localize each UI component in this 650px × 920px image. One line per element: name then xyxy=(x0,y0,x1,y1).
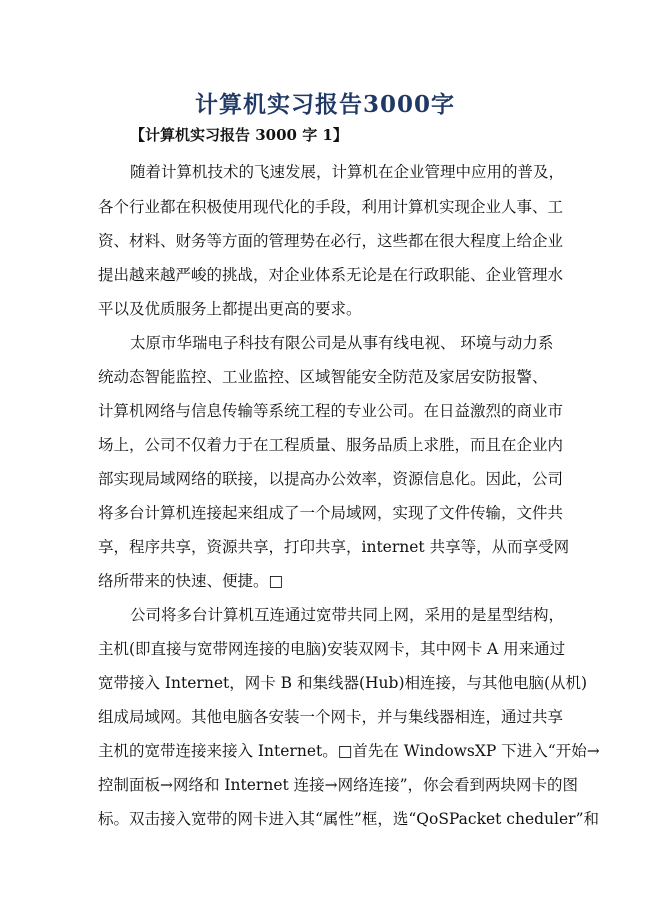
paragraph-line: 享，程序共享，资源共享，打印共享，internet 共享等，从而享受网 xyxy=(98,538,570,556)
paragraph-line: 提出越来越严峻的挑战，对企业体系无论是在行政职能、企业管理水 xyxy=(98,266,564,284)
paragraph-line: 标。双击接入宽带的网卡进入其“属性”框，选“QoSPacket cheduler”和 xyxy=(98,810,600,828)
paragraph-line: 公司将多台计算机互连通过宽带共同上网，采用的是星型结构， xyxy=(130,606,565,624)
paragraph-line: 将多台计算机连接起来组成了一个局域网，实现了文件传输，文件共 xyxy=(98,504,564,522)
paragraph-line: 场上，公司不仅着力于在工程质量、服务品质上求胜，而且在企业内 xyxy=(98,436,564,454)
paragraph-line: 控制面板→网络和 Internet 连接→网络连接”，你会看到两块网卡的图 xyxy=(98,776,579,794)
paragraph-line: 各个行业都在积极使用现代化的手段，利用计算机实现企业人事、工 xyxy=(98,198,564,216)
paragraph-line: 部实现局域网络的联接，以提高办公效率，资源信息化。因此，公司 xyxy=(98,470,564,488)
section-heading: 【计算机实习报告 3000 字 1】 xyxy=(130,126,348,144)
paragraph-line: 平以及优质服务上都提出更高的要求。 xyxy=(98,300,362,318)
paragraph-line: 随着计算机技术的飞速发展，计算机在企业管理中应用的普及， xyxy=(130,163,565,181)
paragraph-line: 太原市华瑞电子科技有限公司是从事有线电视、 环境与动力系 xyxy=(130,334,554,352)
paragraph-line: 主机(即直接与宽带网连接的电脑)安装双网卡，其中网卡 A 用来通过 xyxy=(98,640,566,658)
paragraph-line: 宽带接入 Internet，网卡 B 和集线器(Hub)相连接，与其他电脑(从机) xyxy=(98,674,588,692)
paragraph-line: 计算机网络与信息传输等系统工程的专业公司。在日益激烈的商业市 xyxy=(98,402,564,420)
paragraph-line: 主机的宽带连接来接入 Internet。□首先在 WindowsXP 下进入“开始→ xyxy=(98,742,600,760)
paragraph-line: 统动态智能监控、工业监控、区域智能安全防范及家居安防报警、 xyxy=(98,368,548,386)
paragraph-line: 组成局域网。其他电脑各安装一个网卡，并与集线器相连，通过共享 xyxy=(98,708,564,726)
paragraph-line: 资、材料、财务等方面的管理势在必行，这些都在很大程度上给企业 xyxy=(98,232,564,250)
document-title: 计算机实习报告3000字 xyxy=(194,91,455,118)
paragraph-line: 络所带来的快速、便捷。□ xyxy=(98,572,284,590)
